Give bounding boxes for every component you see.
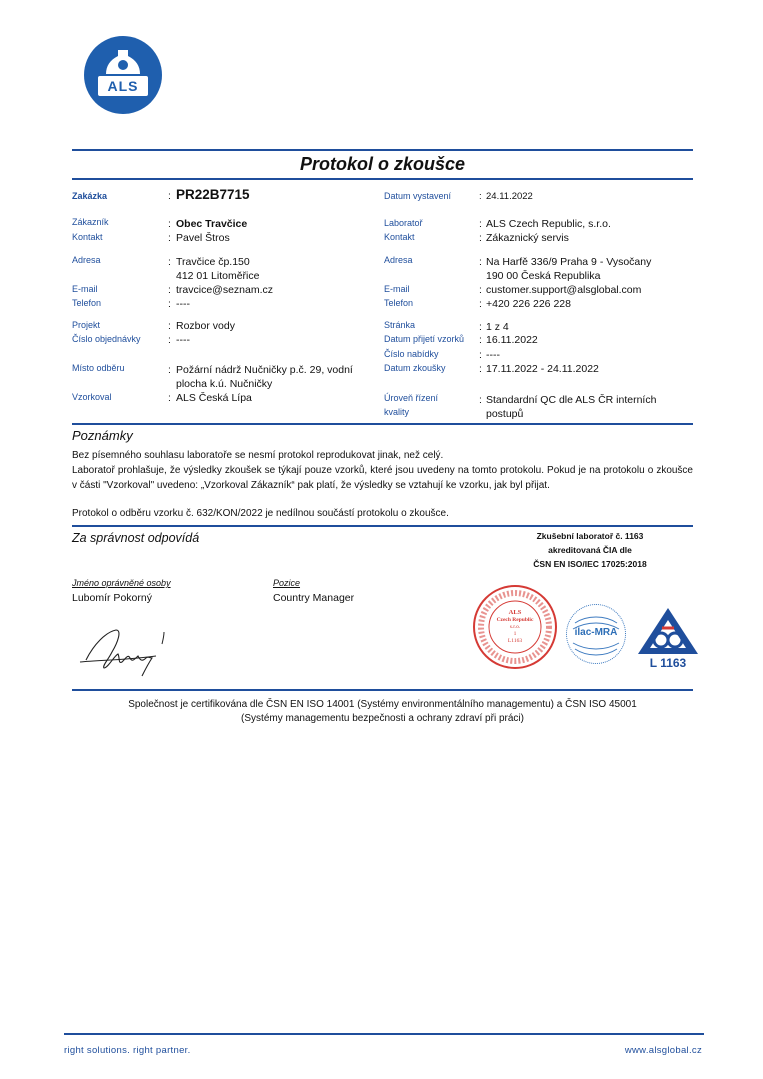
responsibility-heading: Za správnost odpovídá [72,531,200,545]
customer-label: Zákazník [72,217,109,227]
order-label: Zakázka [72,191,108,201]
lab-email-label: E-mail [384,284,410,294]
accreditation-line-2: akreditovaná ČIA dle [548,545,632,555]
lab-contact-value: Zákaznický servis [486,232,569,244]
project-label: Projekt [72,320,101,330]
signature [78,622,178,680]
details-rule [72,423,693,425]
lab-email-value: customer.support@alsglobal.com [486,284,642,296]
lab-contact-label: Kontakt [384,232,415,242]
qc-level-value: Standardní QC dle ALS ČR interních [486,394,657,406]
footer-rule [64,1033,704,1035]
lab-address-value-2: 190 00 Česká Republika [486,270,601,282]
notes-p2: Laboratoř prohlašuje, že výsledky zkoušek se týkají pouze vzorků, které jsou uvedeny na tomto protokolu. Pokud je na protokolu o zkoušce v části "Vzorkoval" uvedeno: „Vzorkoval Zákazník“ pak platí, že výsledky se vztahují ke vzorku, jak byl přijat. [72,465,693,491]
notes-rule [72,525,693,527]
issue-date-label: Datum vystavení [384,191,452,201]
notes-p1: Bez písemného souhlasu laboratoře se nesmí protokol reprodukovat jinak, než celý. [72,450,444,461]
stamp-line-2: Czech Republic [496,617,534,623]
lab-phone-label: Telefon [384,298,414,308]
accreditation-line-3: ČSN EN ISO/IEC 17025:2018 [533,559,647,569]
phone-label: Telefon [72,298,102,308]
cia-number: L 1163 [649,656,687,670]
qc-level-value-2: postupů [486,408,524,420]
accreditation-line-1: Zkušební laboratoř č. 1163 [536,531,644,541]
address-value-2: 412 01 Litoměřice [176,270,260,282]
qc-level-label-2: kvality [384,407,410,417]
address-label: Adresa [72,255,101,265]
sampling-place-value: Požární nádrž Nučničky p.č. 29, vodní [176,364,353,376]
receipt-date-value: 16.11.2022 [486,334,538,346]
phone-value: ---- [176,298,190,310]
test-date-label: Datum zkoušky [384,363,446,373]
name-label: Jméno oprávněné osoby [72,578,171,588]
qc-level-label: Úroveň řízení [384,393,439,403]
email-label: E-mail [72,284,98,294]
stamp-line-1: ALS [508,609,522,616]
page-value: 1 z 4 [486,321,509,333]
notes-p3: Protokol o odběru vzorku č. 632/KON/2022 je nedílnou součástí protokolu o zkoušce. [72,508,449,519]
signer-name: Lubomír Pokorný [72,592,152,604]
signature-rule [72,689,693,691]
title-rule-top [72,149,693,151]
ilac-text: ilac-MRA [574,627,618,638]
stamp-line-5: L1163 [507,638,523,644]
customer-value: Obec Travčice [176,218,248,230]
laboratory-value: ALS Czech Republic, s.r.o. [486,218,611,230]
notes-heading: Poznámky [72,428,133,443]
test-date-value: 17.11.2022 - 24.11.2022 [486,363,599,375]
address-value: Travčice čp.150 [176,256,250,268]
sampled-by-label: Vzorkoval [72,392,112,402]
contact-value: Pavel Štros [176,232,230,244]
lab-phone-value: +420 226 226 228 [486,298,571,310]
stamp-line-3: s.r.o. [509,624,521,630]
lab-address-value: Na Harfě 336/9 Praha 9 - Vysočany [486,256,652,268]
signer-position: Country Manager [273,592,355,604]
lab-address-label: Adresa [384,255,413,265]
stamp-line-4: 1 [513,631,517,637]
footer-tagline: right solutions. right partner. [64,1045,191,1056]
offer-no-label: Číslo nabídky [384,349,439,359]
sampled-by-value: ALS Česká Lípa [176,392,252,404]
flask-icon [84,36,162,114]
logo-text: ALS [107,78,139,94]
order-no-value: ---- [176,334,190,346]
ilac-mra-logo [566,604,626,664]
certification-line-2: (Systémy managementu bezpečnosti a ochrany zdraví při práci) [241,713,524,724]
page-label: Stránka [384,320,416,330]
project-value: Rozbor vody [176,320,235,332]
footer-website[interactable]: www.alsglobal.cz [624,1045,702,1056]
receipt-date-label: Datum přijetí vzorků [384,334,465,344]
certification-line-1: Společnost je certifikována dle ČSN EN ISO 14001 (Systémy environmentálního managementu) a ČSN ISO 45001 [128,699,637,710]
lab-stamp [472,584,558,670]
sampling-place-label: Místo odběru [72,363,125,373]
laboratory-label: Laboratoř [384,218,423,228]
page-title: Protokol o zkoušce [299,154,466,174]
als-logo [84,36,162,114]
email-value: travcice@seznam.cz [176,284,274,296]
position-label: Pozice [273,578,301,588]
order-no-label: Číslo objednávky [72,334,141,344]
cia-logo [636,606,700,672]
offer-no-value: ---- [486,349,500,361]
issue-date-value: 24.11.2022 [486,191,533,202]
title-rule-bottom [72,178,693,180]
contact-label: Kontakt [72,232,103,242]
sampling-place-value-2: plocha k.ú. Nučničky [176,378,273,390]
order-number: PR22B7715 [176,187,250,202]
